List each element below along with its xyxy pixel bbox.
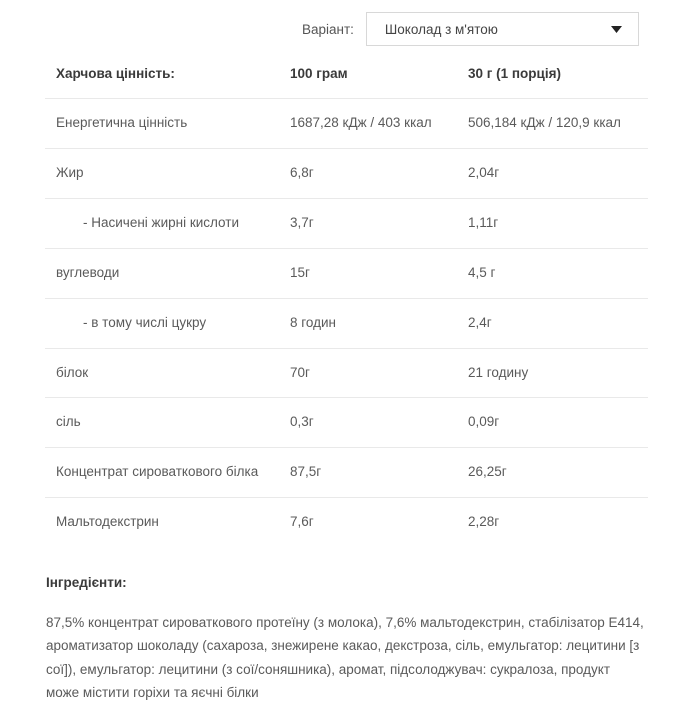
table-row: [45, 198, 648, 248]
table-row: [45, 398, 648, 448]
row-label: сіль: [56, 414, 81, 430]
ingredients-text: 87,5% концентрат сироваткового протеїну (з молока), 7,6% мальтодекстрин, стабілізатор E414, ароматизатор шоколаду (сахароза, знежирене какао, декстроза, сіль, емульгатор: лецитини [з сої]), емульгатор: лецитини (з сої/соняшника), аромат, підсолоджувач: сукралоза, продукт може містити горіхи та яєчні білки: [46, 615, 644, 700]
row-label: Енергетична цінність: [56, 114, 188, 130]
row-label: - в тому числі цукру: [83, 314, 207, 330]
header-per-serving: 30 г (1 порція): [468, 66, 561, 81]
row-value-per-serving: 2,4г: [468, 314, 492, 330]
table-row: [45, 148, 648, 198]
chevron-down-icon: [606, 26, 628, 33]
row-value-per-100g: 1687,28 кДж / 403 ккал: [290, 114, 432, 130]
row-label: Концентрат сироваткового білка: [56, 464, 259, 480]
row-value-per-serving: 4,5 г: [468, 264, 496, 280]
row-label: вуглеводи: [56, 264, 120, 280]
row-label: - Насичені жирні кислоти: [83, 214, 239, 230]
row-value-per-serving: 1,11г: [468, 214, 499, 230]
row-value-per-serving: 0,09г: [468, 414, 500, 430]
row-value-per-100g: 6,8г: [290, 164, 314, 180]
table-row: [45, 248, 648, 298]
row-value-per-100g: 87,5г: [290, 464, 322, 480]
ingredients-title: Інгредієнти:: [46, 575, 127, 591]
table-row: [45, 348, 648, 398]
row-value-per-100g: 15г: [290, 264, 310, 280]
row-value-per-100g: 70г: [290, 364, 310, 380]
table-row: [45, 298, 648, 348]
variant-select[interactable]: [366, 12, 639, 46]
nutrition-table-body: [45, 98, 648, 547]
table-row: [45, 498, 648, 547]
table-row: [45, 448, 648, 498]
header-nutrition: Харчова цінність:: [56, 66, 175, 81]
row-label: Мальтодекстрин: [56, 514, 159, 530]
row-value-per-100g: 3,7г: [290, 214, 314, 230]
row-label: Жир: [56, 164, 84, 180]
row-value-per-serving: 2,04г: [468, 164, 500, 180]
variant-label: Варіант:: [302, 21, 354, 37]
variant-selector-row: [0, 0, 700, 45]
row-label: білок: [56, 364, 89, 380]
ingredients-section: [46, 575, 648, 704]
nutrition-table-wrapper: [45, 56, 648, 547]
row-value-per-100g: 0,3г: [290, 414, 314, 430]
row-value-per-serving: 2,28г: [468, 514, 500, 530]
header-per-100g: 100 грам: [290, 66, 348, 81]
row-value-per-serving: 21 годину: [468, 364, 529, 380]
nutrition-table-head: [45, 56, 648, 98]
row-value-per-serving: 506,184 кДж / 120,9 ккал: [468, 114, 621, 130]
nutrition-table: [45, 56, 648, 547]
table-row: [45, 98, 648, 148]
variant-select-value: Шоколад з м'ятою: [384, 21, 498, 37]
row-value-per-100g: 8 годин: [290, 314, 336, 330]
row-value-per-serving: 26,25г: [468, 464, 507, 480]
table-header-row: [45, 56, 648, 98]
row-value-per-100g: 7,6г: [290, 514, 314, 530]
